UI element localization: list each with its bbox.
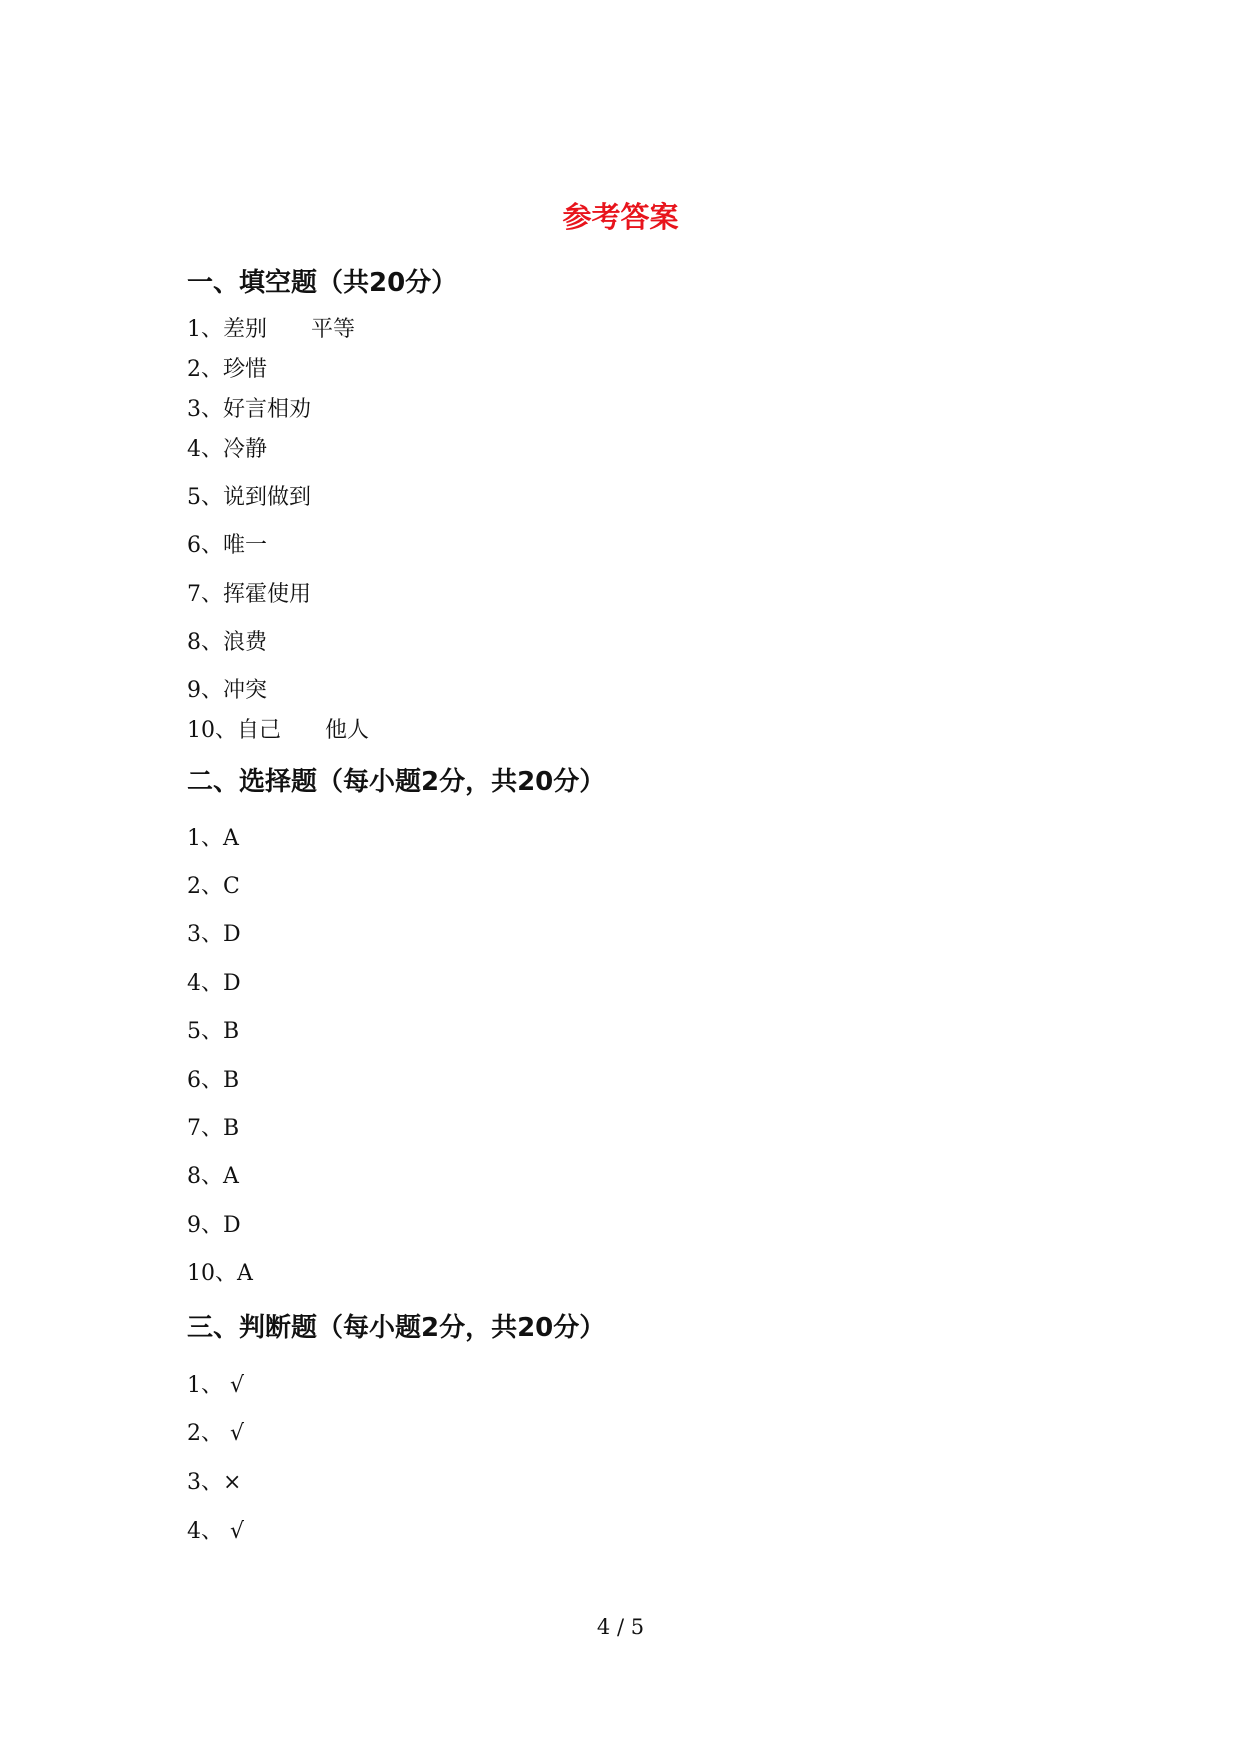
answer-item: 1、A <box>187 826 239 851</box>
answer-item: 10、自己 他人 <box>187 718 370 743</box>
answer-item: 9、D <box>187 1213 241 1238</box>
answer-item: 10、A <box>187 1261 253 1286</box>
section-heading-true-false: 三、判断题（每小题2分，共20分） <box>187 1313 606 1343</box>
answer-item: 5、说到做到 <box>187 485 311 510</box>
answer-item: 3、D <box>187 922 241 947</box>
answer-item: 5、B <box>187 1019 240 1044</box>
answer-item: 4、D <box>187 971 241 996</box>
page-title: 参考答案 <box>562 200 679 234</box>
answer-item: 6、B <box>187 1068 240 1093</box>
section-heading-fill-blank: 一、填空题（共20分） <box>187 268 458 298</box>
answer-item: 9、冲突 <box>187 678 267 703</box>
answer-item: 3、好言相劝 <box>187 397 311 422</box>
answer-item: 4、冷静 <box>187 437 267 462</box>
page-number: 4 / 5 <box>596 1615 645 1639</box>
answer-item: 2、珍惜 <box>187 357 267 382</box>
answer-item: 6、唯一 <box>187 533 267 558</box>
answer-item: 1、 √ <box>187 1373 245 1398</box>
section-heading-multiple-choice: 二、选择题（每小题2分，共20分） <box>187 767 606 797</box>
answer-item: 2、 √ <box>187 1421 245 1446</box>
answer-item: 3、× <box>187 1470 242 1495</box>
answer-item: 4、 √ <box>187 1519 245 1544</box>
answer-item: 8、A <box>187 1164 239 1189</box>
answer-item: 8、浪费 <box>187 630 267 655</box>
answer-item: 7、B <box>187 1116 240 1141</box>
answer-item: 1、差别 平等 <box>187 317 356 342</box>
answer-item: 7、挥霍使用 <box>187 582 311 607</box>
answer-item: 2、C <box>187 874 240 899</box>
